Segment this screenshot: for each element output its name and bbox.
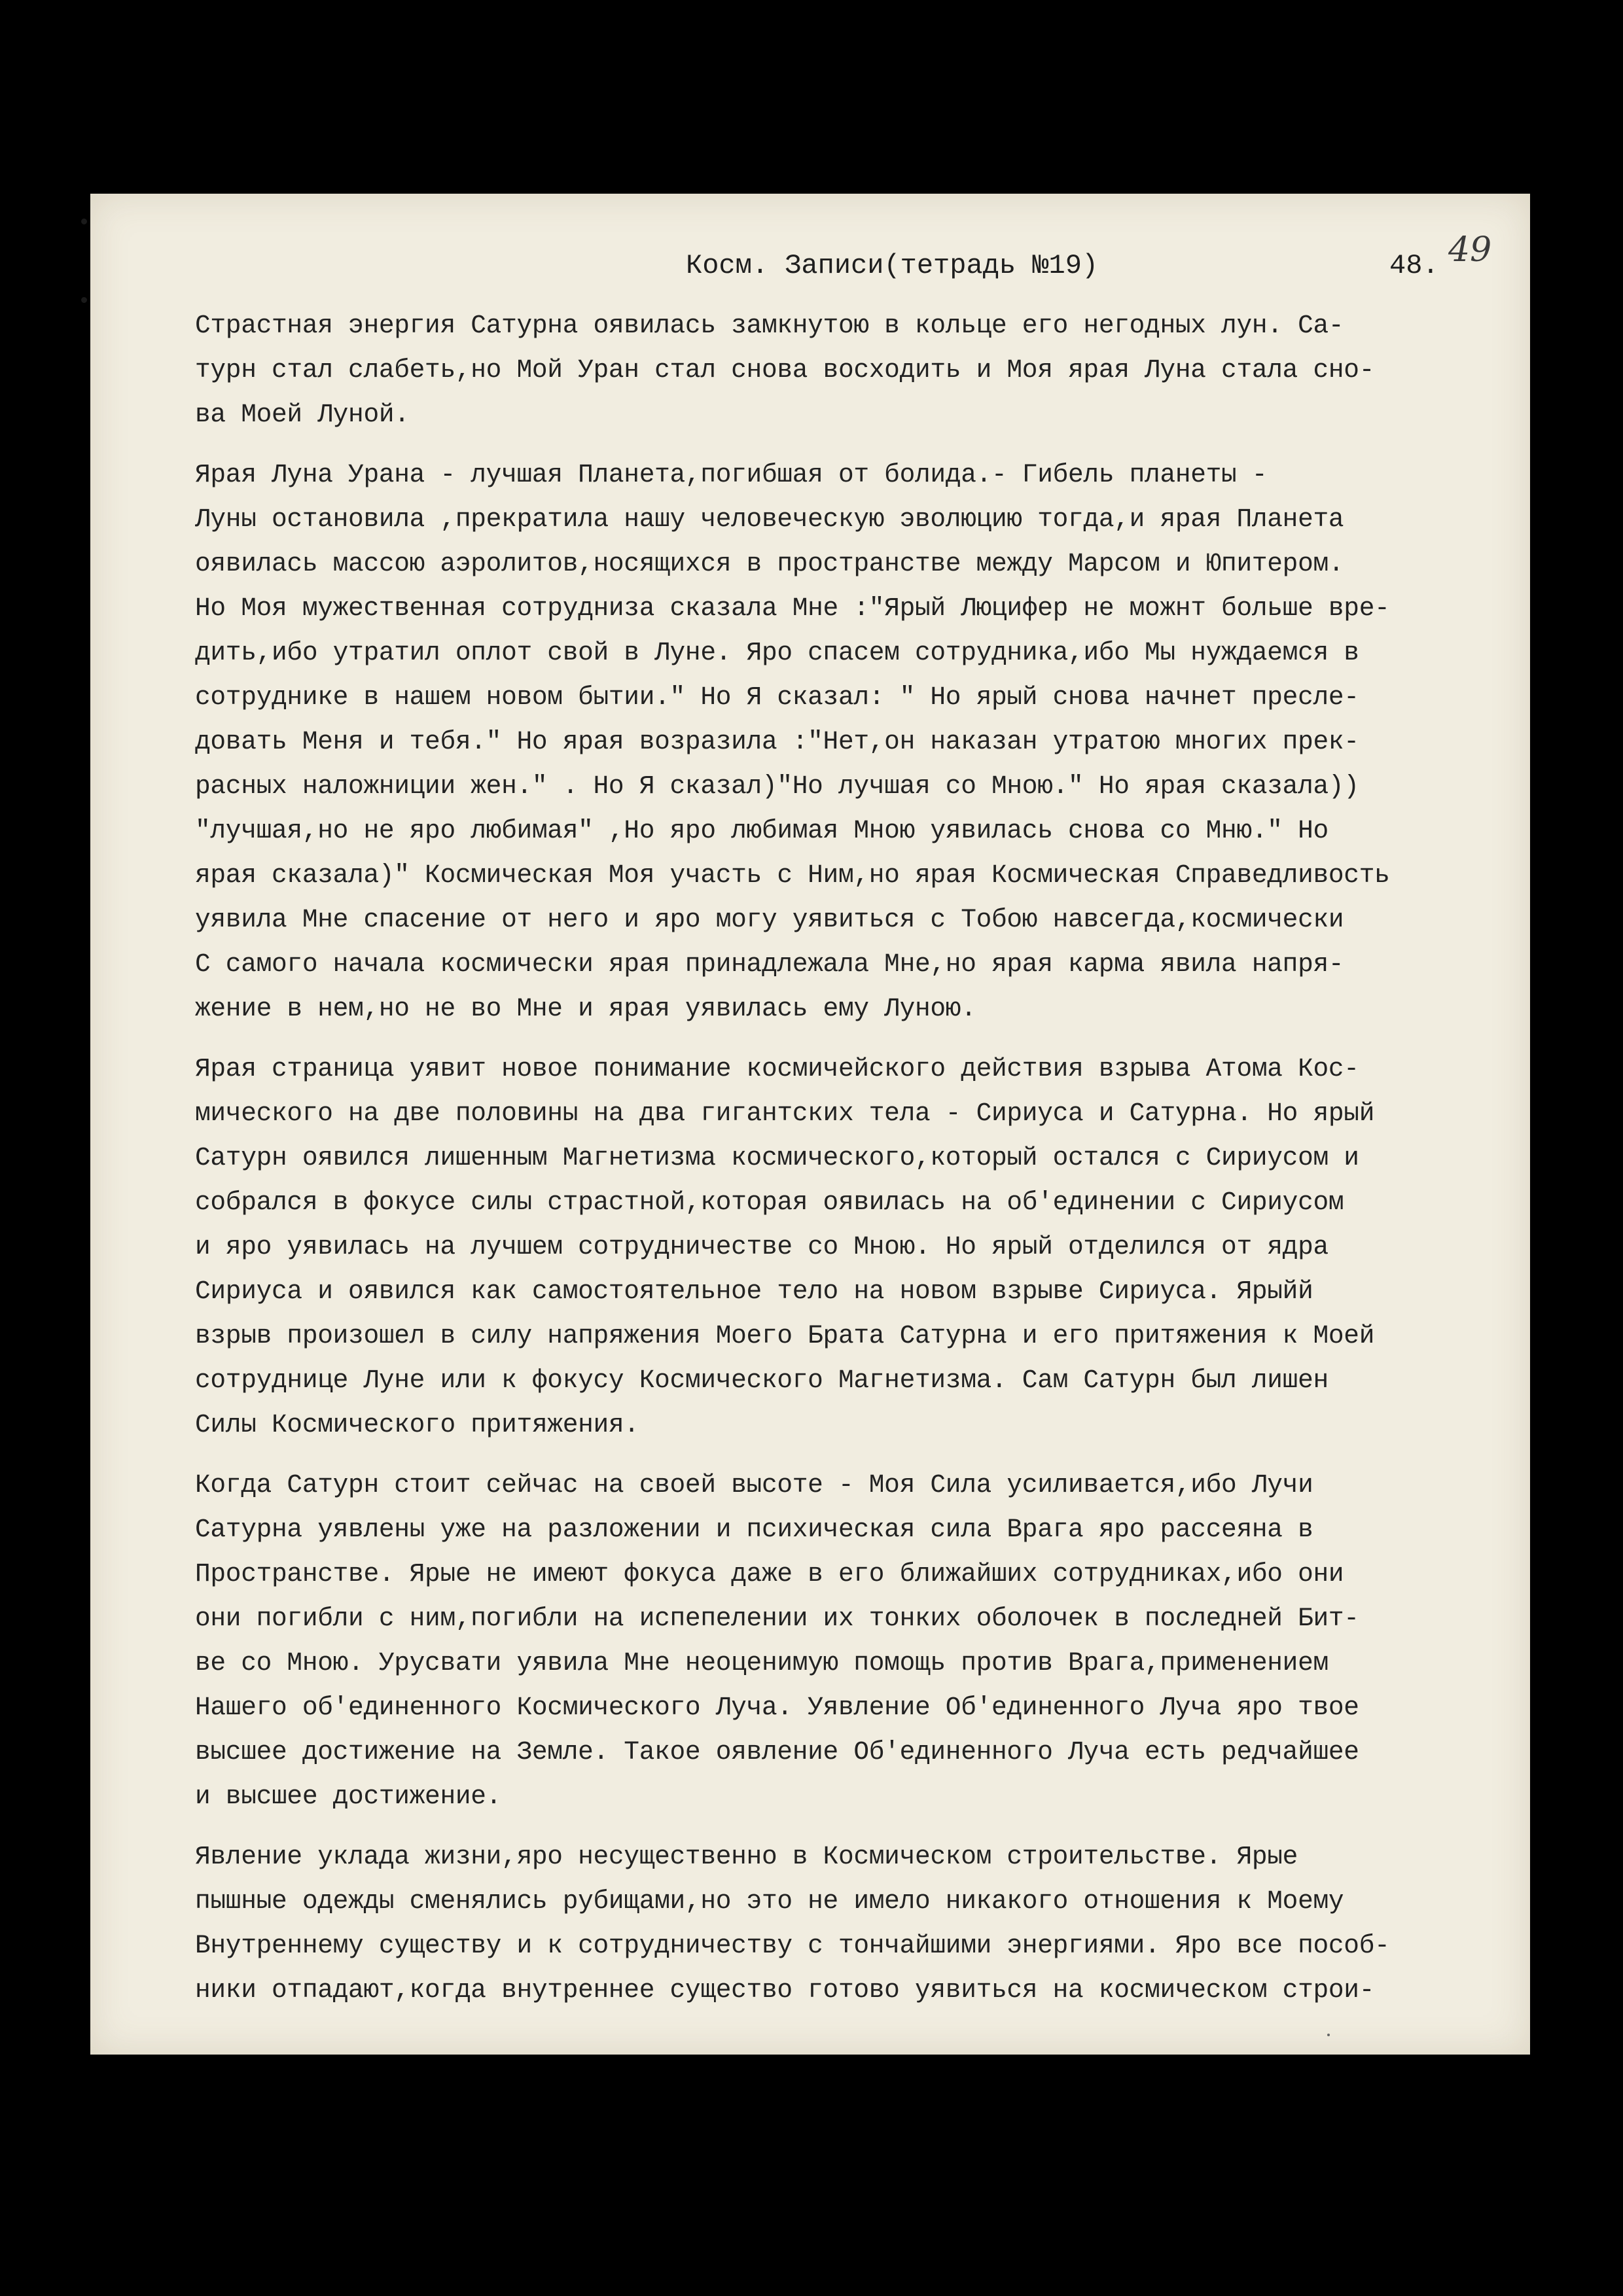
page-number: 48. bbox=[1389, 250, 1439, 281]
text-line: Луны остановила ,прекратила нашу человеческую эволюцию тогда,и ярая Планета bbox=[195, 504, 1344, 534]
text-line: Нашего об'единенного Космического Луча. Уявление Об'единенного Луча яро твое bbox=[195, 1693, 1359, 1722]
text-line: расных наложниции жен." . Но Я сказал)"Но лучшая со Мною." Но ярая сказала)) bbox=[195, 771, 1359, 801]
typewritten-page bbox=[90, 194, 1530, 2055]
paragraph bbox=[195, 1047, 1484, 1447]
text-line: Когда Сатурн стоит сейчас на своей высоте - Моя Сила усиливается,ибо Лучи bbox=[195, 1470, 1313, 1500]
text-line: Сириуса и оявился как самостоятельное тело на новом взрыве Сириуса. Ярыйй bbox=[195, 1277, 1313, 1306]
text-line: довать Меня и тебя." Но ярая возразила :"Нет,он наказан утратою многих прек- bbox=[195, 727, 1359, 756]
body-text bbox=[195, 304, 1484, 2028]
margin-dot bbox=[81, 219, 87, 224]
page-title: Косм. Записи(тетрадь №19) bbox=[686, 250, 1099, 281]
text-line: Но Моя мужественная сотрудниза сказала Мне :"Ярый Люцифер не можнт больше вре- bbox=[195, 593, 1390, 623]
text-line: ники отпадают,когда внутреннее существо готово уявиться на космическом строи- bbox=[195, 1975, 1375, 2005]
text-line: и яро уявилась на лучшем сотрудничестве со Мною. Но ярый отделился от ядра bbox=[195, 1232, 1329, 1262]
pencil-mark bbox=[1327, 2034, 1330, 2036]
text-line: мического на две половины на два гигантских тела - Сириуса и Сатурна. Но ярый bbox=[195, 1099, 1375, 1128]
text-line: пышные одежды сменялись рубищами,но это не имело никакого отношения к Моему bbox=[195, 1886, 1344, 1916]
margin-dot bbox=[81, 297, 87, 303]
text-line: сотруднике в нашем новом бытии." Но Я сказал: " Но ярый снова начнет пресле- bbox=[195, 682, 1359, 712]
text-line: жение в нем,но не во Мне и ярая уявилась ему Луною. bbox=[195, 994, 976, 1023]
text-line: Явление уклада жизни,яро несущественно в Космическом строительстве. Ярые bbox=[195, 1842, 1298, 1871]
text-line: Силы Космического притяжения. bbox=[195, 1410, 639, 1439]
text-line: Ярая страница уявит новое понимание космичейского действия взрыва Атома Кос- bbox=[195, 1054, 1359, 1084]
text-line: Сатурн оявился лишенным Магнетизма космического,который остался с Сириусом и bbox=[195, 1143, 1359, 1173]
text-line: взрыв произошел в силу напряжения Моего Брата Сатурна и его притяжения к Моей bbox=[195, 1321, 1375, 1351]
text-line: Страстная энергия Сатурна оявилась замкнутою в кольце его негодных лун. Са- bbox=[195, 311, 1344, 340]
text-line: Внутреннему существу и к сотрудничеству с тончайшими энергиями. Яро все пособ- bbox=[195, 1931, 1390, 1960]
text-line: турн стал слабеть,но Мой Уран стал снова восходить и Моя ярая Луна стала сно- bbox=[195, 355, 1375, 385]
text-line: они погибли с ним,погибли на испепелении их тонких оболочек в последней Бит- bbox=[195, 1604, 1359, 1633]
paragraph bbox=[195, 304, 1484, 437]
text-line: Пространстве. Ярые не имеют фокуса даже в его ближайших сотрудниках,ибо они bbox=[195, 1559, 1344, 1589]
paragraph bbox=[195, 453, 1484, 1031]
text-line: ве со Мною. Урусвати уявила Мне неоценимую помощь против Врага,применением bbox=[195, 1648, 1329, 1678]
text-line: С самого начала космически ярая принадлежала Мне,но ярая карма явила напря- bbox=[195, 949, 1344, 979]
text-line: собрался в фокусе силы страстной,которая оявилась на об'единении с Сириусом bbox=[195, 1188, 1344, 1217]
text-line: Сатурна уявлены уже на разложении и психическая сила Врага яро рассеяна в bbox=[195, 1515, 1313, 1544]
text-line: сотруднице Луне или к фокусу Космического Магнетизма. Сам Сатурн был лишен bbox=[195, 1366, 1329, 1395]
text-line: и высшее достижение. bbox=[195, 1782, 502, 1811]
text-line: оявилась массою аэролитов,носящихся в пространстве между Марсом и Юпитером. bbox=[195, 549, 1344, 578]
text-line: ярая сказала)" Космическая Моя участь с Ним,но ярая Космическая Справедливость bbox=[195, 860, 1390, 890]
text-line: дить,ибо утратил оплот свой в Луне. Яро спасем сотрудника,ибо Мы нуждаемся в bbox=[195, 638, 1359, 667]
text-line: Ярая Луна Урана - лучшая Планета,погибшая от болида.- Гибель планеты - bbox=[195, 460, 1268, 489]
page-header bbox=[90, 230, 1530, 289]
text-line: "лучшая,но не яро любимая" ,Но яро любимая Мною уявилась снова со Мню." Но bbox=[195, 816, 1329, 845]
text-line: уявила Мне спасение от него и яро могу уявиться с Тобою навсегда,космически bbox=[195, 905, 1344, 934]
text-line: ва Моей Луной. bbox=[195, 400, 410, 429]
paragraph bbox=[195, 1835, 1484, 2013]
text-line: высшее достижение на Земле. Такое оявление Об'единенного Луча есть редчайшее bbox=[195, 1737, 1359, 1767]
handwritten-folio-number: 49 bbox=[1448, 230, 1492, 270]
paragraph bbox=[195, 1463, 1484, 1819]
